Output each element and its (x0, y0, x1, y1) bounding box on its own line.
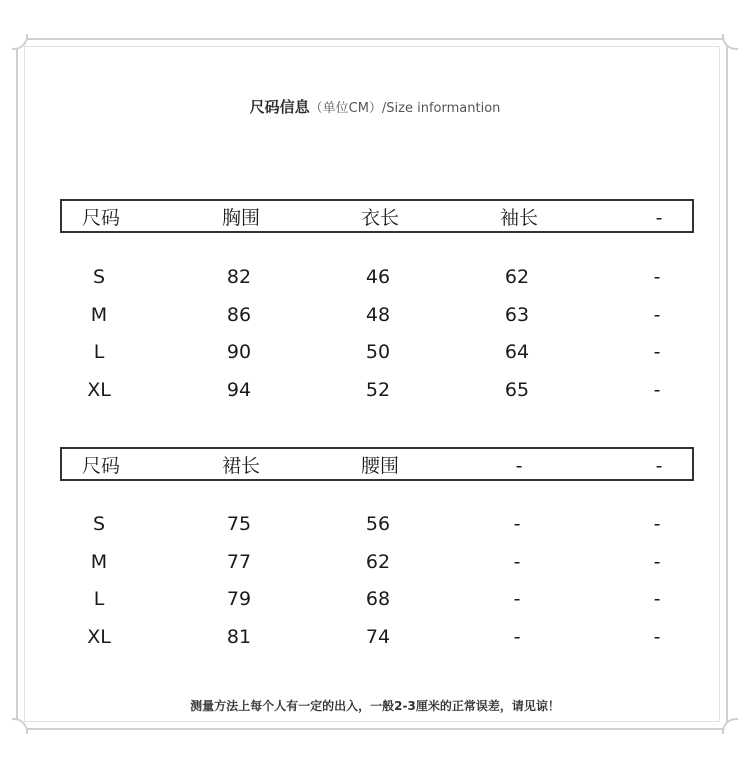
table1-header-cell: 袖长 (499, 207, 538, 229)
table-cell: 62 (504, 266, 530, 288)
table2-header-cell: 裙长 (221, 455, 260, 477)
title-english: /Size informantion (381, 101, 501, 116)
table-cell: - (653, 341, 661, 363)
table-cell: 82 (226, 266, 252, 288)
table-cell: - (513, 588, 521, 610)
table1-row (60, 300, 694, 330)
table2-header-cell: 尺码 (81, 455, 120, 477)
page-title (0, 96, 750, 117)
table-cell: 65 (504, 379, 530, 401)
table-cell: - (513, 626, 521, 648)
table-cell: 63 (504, 304, 530, 326)
table-cell: XL (87, 379, 111, 401)
measurement-note: 测量方法上每个人有一定的出入，一般2-3厘米的正常误差，请见谅！ (190, 699, 560, 713)
table2-row (60, 509, 694, 539)
table2-row (60, 622, 694, 652)
table-cell: S (92, 513, 106, 535)
table-cell: 75 (226, 513, 252, 535)
table-cell: 62 (365, 551, 391, 573)
table-cell: - (513, 551, 521, 573)
table-cell: S (92, 266, 106, 288)
table-cell: - (653, 379, 661, 401)
table-cell: - (653, 588, 661, 610)
table1-header-cell: 衣长 (360, 207, 399, 229)
table-cell: - (653, 551, 661, 573)
table-cell: 64 (504, 341, 530, 363)
table-cell: L (93, 588, 105, 610)
table1-header-cell: 胸围 (221, 207, 260, 229)
table-cell: 77 (226, 551, 252, 573)
table-cell: - (653, 626, 661, 648)
table-cell: 46 (365, 266, 391, 288)
table1-row (60, 337, 694, 367)
table-cell: 68 (365, 588, 391, 610)
title-main: 尺码信息 (249, 98, 310, 116)
table-cell: L (93, 341, 105, 363)
table-cell: 48 (365, 304, 391, 326)
table1-header-cell: 尺码 (81, 207, 120, 229)
table-cell: 79 (226, 588, 252, 610)
title-unit: （单位CM） (309, 101, 382, 116)
table-cell: - (653, 304, 661, 326)
table2-header-cell: - (655, 455, 663, 477)
table-cell: 74 (365, 626, 391, 648)
table-cell: 56 (365, 513, 391, 535)
table-cell: - (653, 266, 661, 288)
table-cell: 94 (226, 379, 252, 401)
table-cell: 52 (365, 379, 391, 401)
table1-header (60, 199, 694, 233)
table2-header-cell: - (515, 455, 523, 477)
table2-row (60, 547, 694, 577)
table1-row (60, 375, 694, 405)
table-cell: 86 (226, 304, 252, 326)
table1-header-cell: - (655, 207, 663, 229)
table2-row (60, 584, 694, 614)
table-cell: M (90, 551, 108, 573)
table-cell: XL (87, 626, 111, 648)
table-cell: - (653, 513, 661, 535)
table1-row (60, 262, 694, 292)
table-cell: - (513, 513, 521, 535)
table-cell: 50 (365, 341, 391, 363)
table-cell: 81 (226, 626, 252, 648)
table2-header (60, 447, 694, 481)
table2-header-cell: 腰围 (360, 455, 399, 477)
table-cell: 90 (226, 341, 252, 363)
table-cell: M (90, 304, 108, 326)
